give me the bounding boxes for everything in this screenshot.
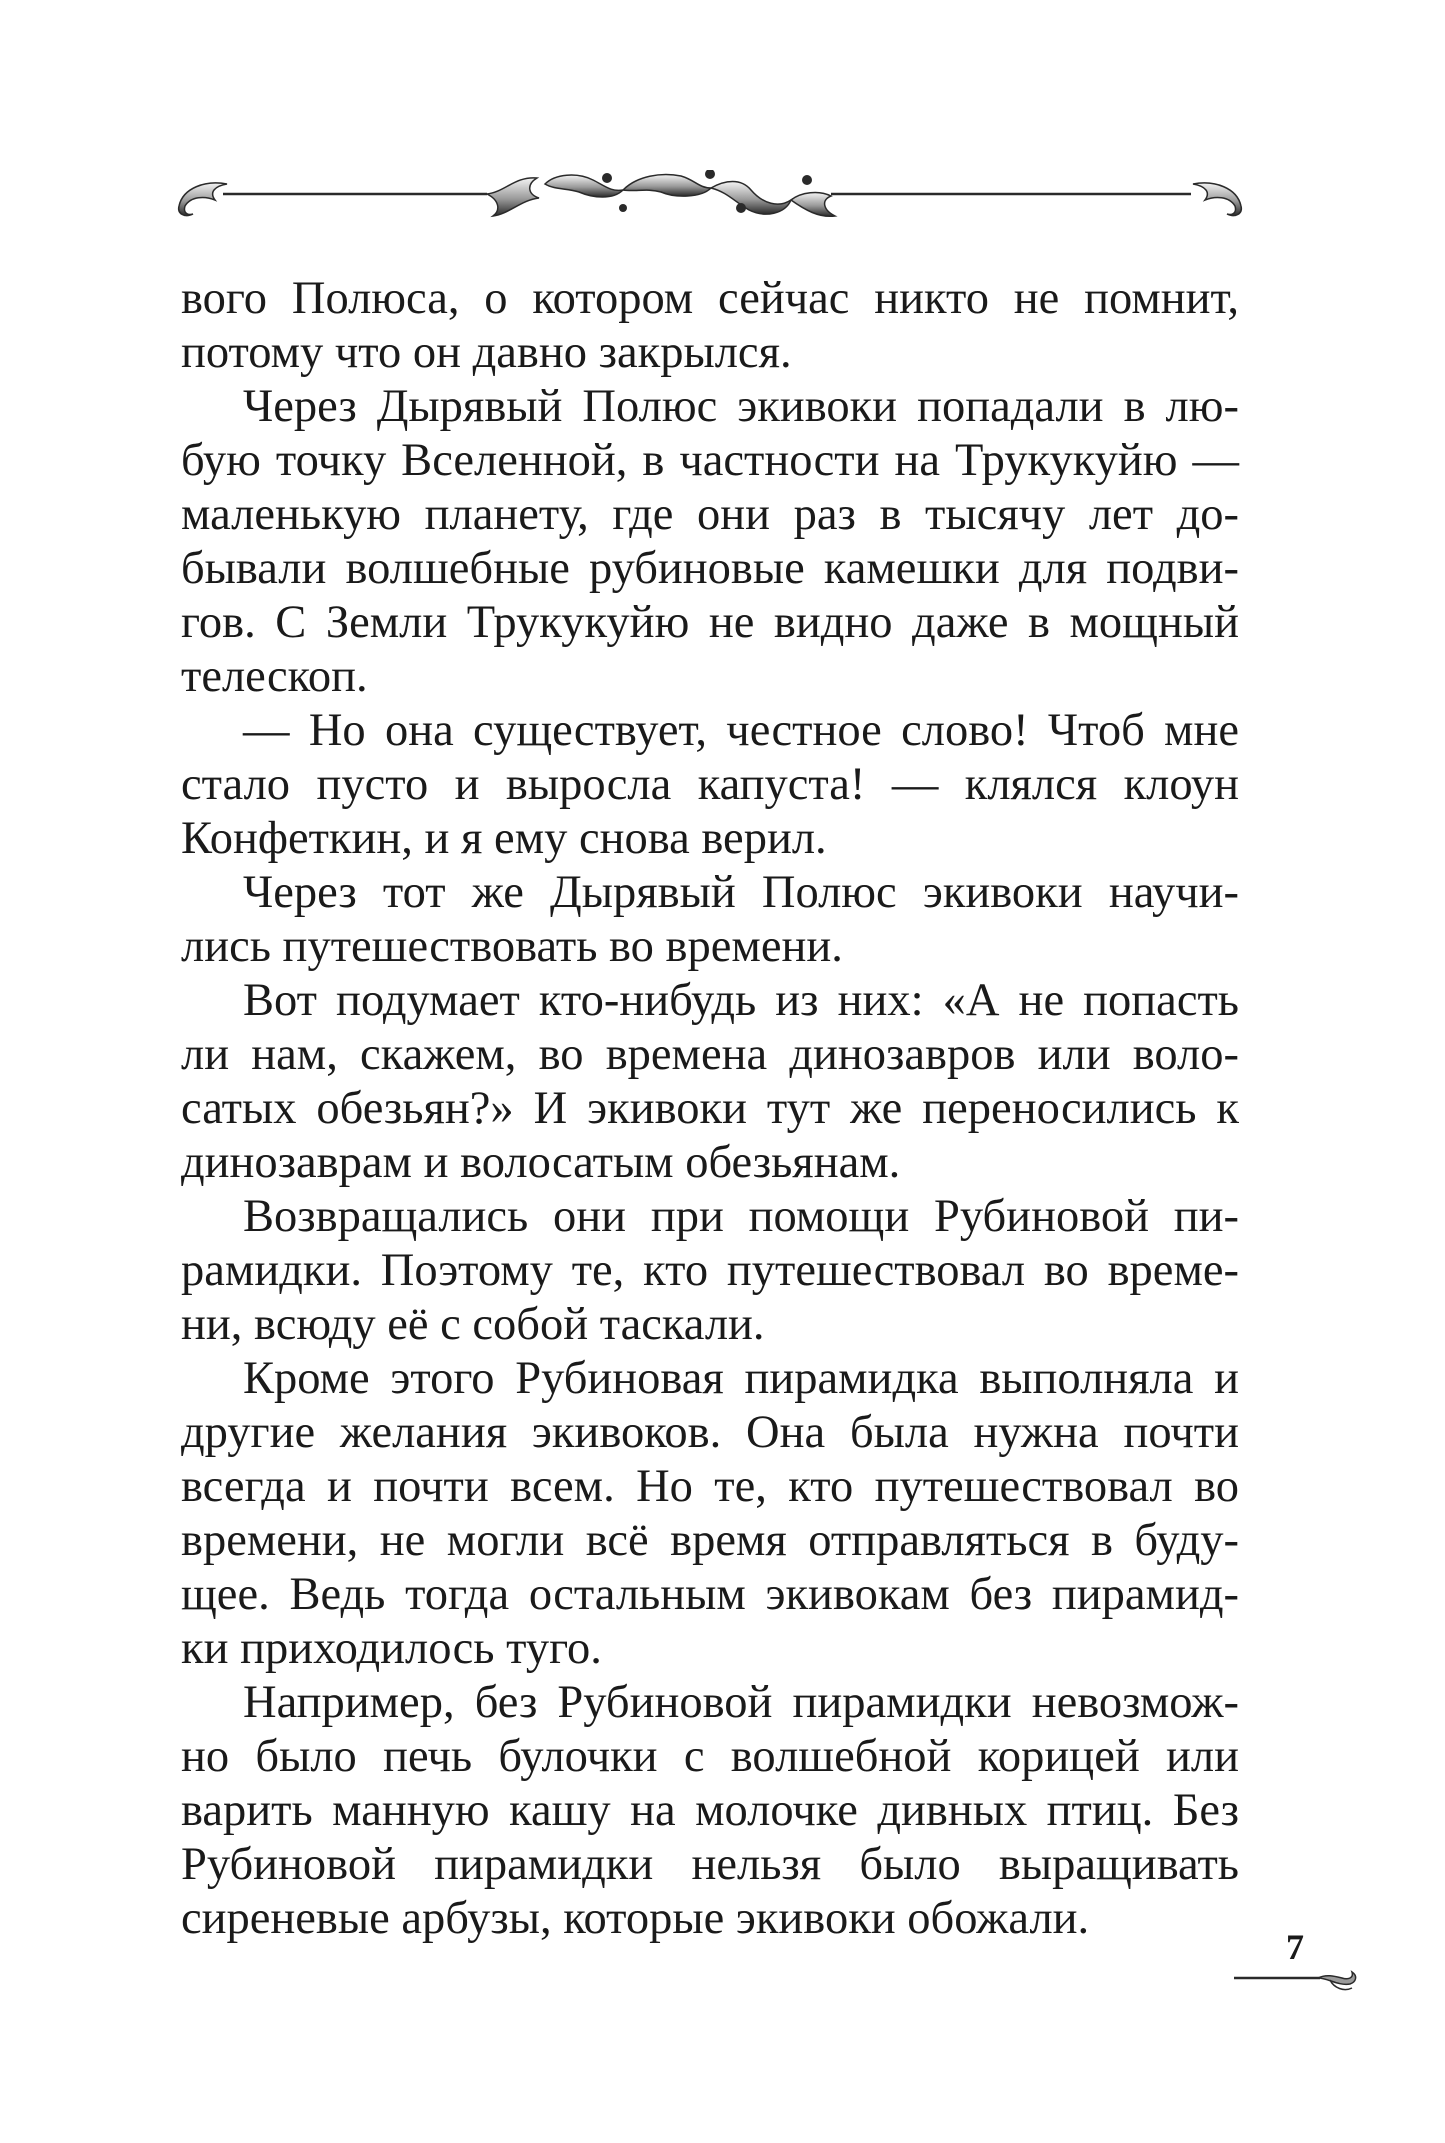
text-line: другие желания экивоков. Она была нужна почти (181, 1407, 1239, 1458)
text-line: Рубиновой пирамидки нельзя было выращивать (181, 1839, 1239, 1890)
paragraph (181, 380, 1239, 704)
text-line: бывали волшебные рубиновые камешки для подви- (181, 543, 1239, 594)
paragraph (181, 1676, 1239, 1946)
text-line: рамидки. Поэтому те, кто путешествовал во време- (181, 1245, 1239, 1296)
text-line: бую точку Вселенной, в частности на Трукукуйю — (181, 435, 1239, 486)
page-number: 7 (1286, 1927, 1304, 1967)
page-body-text (181, 272, 1239, 1946)
text-line: телескоп. (181, 651, 368, 702)
text-line: маленькую планету, где они раз в тысячу лет до- (181, 489, 1239, 540)
text-line: всегда и почти всем. Но те, кто путешествовал во (181, 1461, 1239, 1512)
header-scroll-ornament-icon (175, 170, 1245, 240)
paragraph (181, 1190, 1239, 1352)
text-line: времени, не могли всё время отправляться в буду- (181, 1515, 1239, 1566)
text-line: Кроме этого Рубиновая пирамидка выполняла и (243, 1353, 1239, 1404)
text-line: потому что он давно закрылся. (181, 327, 792, 378)
text-line: Через тот же Дырявый Полюс экивоки научи- (243, 867, 1239, 918)
paragraph (181, 704, 1239, 866)
text-line: Конфеткин, и я ему снова верил. (181, 813, 827, 864)
text-line: но было печь булочки с волшебной корицей или (181, 1731, 1239, 1782)
text-line: Возвращались они при помощи Рубиновой пи- (243, 1191, 1239, 1242)
paragraph (181, 866, 1239, 974)
text-line: ки приходилось туго. (181, 1623, 602, 1674)
text-line: динозаврам и волосатым обезьянам. (181, 1137, 901, 1188)
text-line: Через Дырявый Полюс экивоки попадали в лю- (243, 381, 1239, 432)
text-line: щее. Ведь тогда остальным экивокам без пирамид- (181, 1569, 1239, 1620)
text-line: сиреневые арбузы, которые экивоки обожали. (181, 1893, 1090, 1944)
text-line: гов. С Земли Трукукуйю не видно даже в мощный (181, 597, 1239, 648)
paragraph (181, 272, 1239, 380)
text-line: лись путешествовать во времени. (181, 921, 843, 972)
text-line: Вот подумает кто-нибудь из них: «А не попасть (243, 975, 1239, 1026)
text-line: — Но она существует, честное слово! Чтоб мне (243, 705, 1239, 756)
footer-flourish-icon (1234, 1968, 1358, 1994)
paragraph (181, 974, 1239, 1190)
text-line: стало пусто и выросла капуста! — клялся клоун (181, 759, 1239, 810)
paragraph (181, 1352, 1239, 1676)
text-line: варить манную кашу на молочке дивных птиц. Без (181, 1785, 1239, 1836)
text-line: сатых обезьян?» И экивоки тут же переносились к (181, 1083, 1239, 1134)
text-line: Например, без Рубиновой пирамидки невозмож- (243, 1677, 1239, 1728)
text-line: ни, всюду её с собой таскали. (181, 1299, 765, 1350)
text-line: ли нам, скажем, во времена динозавров или воло- (181, 1029, 1239, 1080)
text-line: вого Полюса, о котором сейчас никто не помнит, (181, 273, 1239, 324)
